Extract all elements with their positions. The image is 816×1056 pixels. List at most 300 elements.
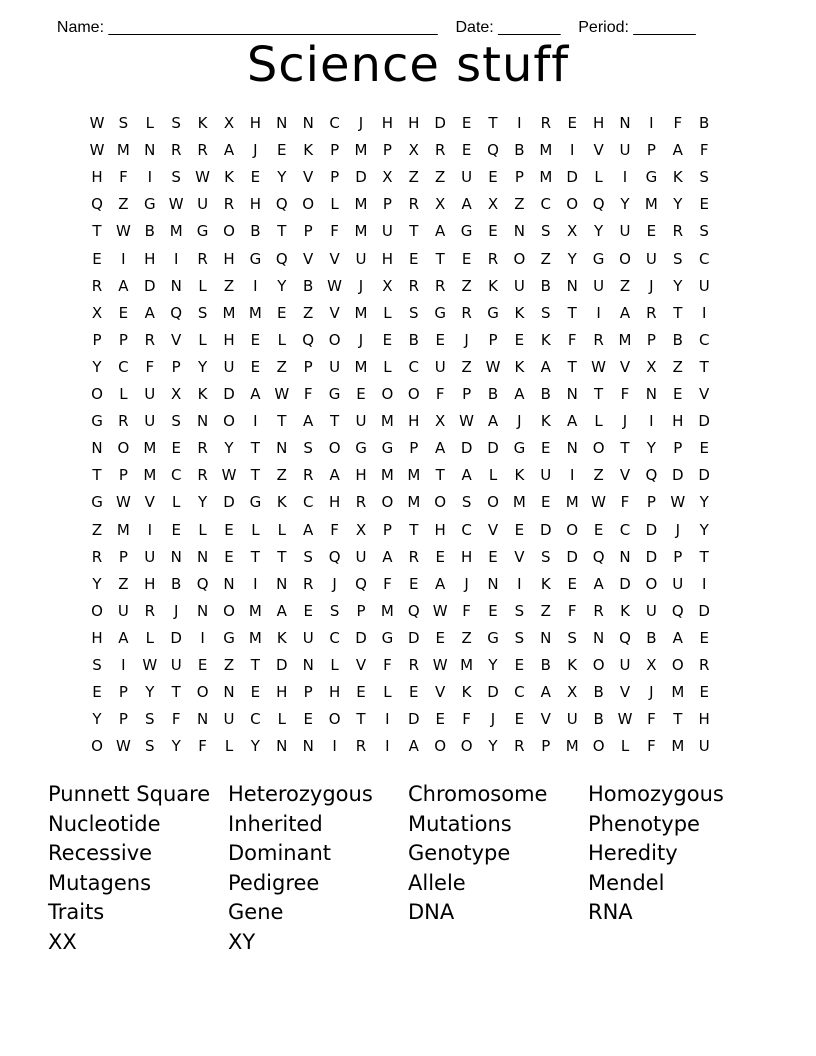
grid-letter: W (327, 276, 343, 295)
grid-letter: U (223, 357, 235, 376)
grid-letter: R (593, 330, 604, 349)
grid-letter: C (302, 493, 314, 512)
grid-letter: S (409, 303, 419, 322)
grid-letter: V (144, 493, 155, 512)
grid-letter: I (701, 303, 707, 322)
word-list-item: Inherited (228, 811, 323, 836)
grid-letter: U (223, 710, 235, 729)
grid-letter: U (355, 249, 367, 268)
grid-letter: E (382, 330, 393, 349)
grid-letter: W (274, 385, 290, 403)
grid-letter: Y (699, 493, 709, 512)
word-list-item: Recessive (48, 841, 153, 866)
grid-letter: E (699, 195, 709, 214)
grid-letter: C (250, 710, 261, 729)
grid-letter: E (303, 601, 313, 620)
grid-letter: A (435, 222, 446, 241)
grid-letter: P (303, 222, 313, 241)
grid-letter: Q (619, 628, 631, 647)
grid-letter: F (567, 601, 577, 620)
grid-letter: E (277, 303, 287, 322)
grid-letter: R (144, 330, 156, 349)
grid-letter: J (649, 683, 654, 702)
grid-letter: U (144, 547, 156, 566)
grid-letter: X (408, 141, 419, 160)
grid-letter: X (171, 385, 182, 403)
grid-letter: M (222, 303, 236, 322)
grid-letter: I (253, 412, 258, 431)
grid-letter: G (328, 385, 341, 403)
grid-letter: B (540, 276, 551, 295)
grid-row (85, 110, 737, 137)
grid-letter: F (435, 385, 445, 403)
grid-letter: C (118, 357, 129, 376)
grid-letter: P (118, 683, 128, 702)
grid-letter: E (250, 357, 261, 376)
grid-letter: A (540, 683, 551, 702)
grid-letter: B (487, 385, 499, 403)
grid-letter: D (698, 412, 710, 431)
grid-letter: M (380, 466, 394, 485)
grid-letter: I (701, 574, 707, 593)
grid-letter: U (355, 547, 367, 566)
grid-row (85, 625, 737, 652)
grid-letter: S (171, 114, 181, 132)
grid-letter: W (221, 466, 237, 485)
word-list-item: Heterozygous (228, 782, 373, 806)
grid-letter: A (567, 412, 578, 431)
grid-letter: E (567, 574, 577, 593)
grid-letter: C (170, 466, 182, 485)
grid-letter: R (646, 303, 657, 322)
grid-letter: S (461, 493, 472, 512)
grid-letter: M (460, 656, 474, 674)
grid-letter: D (487, 439, 499, 458)
word-list-row (48, 810, 768, 840)
grid-letter: P (646, 493, 656, 512)
grid-letter: M (539, 141, 553, 160)
grid-letter: N (566, 385, 578, 403)
grid-letter: F (145, 357, 155, 376)
grid-letter: Q (170, 303, 183, 322)
grid-letter: H (223, 249, 235, 268)
grid-letter: D (487, 683, 499, 702)
grid-letter: D (698, 601, 710, 620)
grid-letter: M (248, 601, 262, 620)
grid-letter: O (91, 737, 103, 756)
grid-letter: M (512, 493, 526, 512)
grid-letter: T (92, 466, 102, 485)
grid-letter: E (541, 493, 551, 512)
grid-letter: L (277, 330, 286, 349)
grid-letter: M (143, 439, 157, 458)
grid-letter: N (566, 276, 578, 295)
grid-letter: A (435, 439, 446, 458)
grid-letter: H (408, 412, 420, 431)
grid-letter: P (514, 168, 524, 187)
grid-letter: O (592, 737, 605, 756)
grid-row (85, 517, 737, 544)
word-list-item: Heredity (588, 841, 678, 866)
word-list-item: Pedigree (228, 870, 320, 895)
grid-letter: W (591, 493, 607, 512)
grid-letter: U (144, 412, 156, 431)
grid-letter: T (171, 683, 181, 702)
word-list-item: Genotype (408, 841, 511, 866)
grid-letter: L (198, 330, 207, 349)
grid-letter: U (381, 222, 393, 241)
grid-letter: V (619, 683, 631, 702)
grid-letter: K (540, 574, 551, 593)
grid-letter: O (381, 385, 394, 403)
grid-letter: T (488, 114, 498, 132)
grid-letter: B (593, 710, 604, 729)
grid-row (85, 246, 737, 273)
grid-letter: K (567, 656, 578, 674)
grid-letter: E (514, 656, 525, 674)
grid-letter: B (699, 114, 710, 132)
grid-letter: H (328, 493, 341, 512)
grid-letter: Z (276, 357, 287, 376)
word-list-item: Phenotype (588, 811, 700, 836)
grid-letter: E (250, 683, 261, 702)
grid-letter: Z (672, 357, 683, 376)
grid-letter: D (460, 439, 473, 458)
grid-letter: E (567, 114, 577, 132)
grid-letter: J (253, 141, 258, 160)
grid-letter: O (566, 195, 579, 214)
grid-letter: Y (145, 683, 155, 702)
grid-letter: Q (645, 466, 658, 485)
grid-letter: A (118, 628, 129, 647)
grid-letter: F (330, 520, 339, 539)
grid-letter: N (170, 547, 182, 566)
grid-letter: Y (646, 439, 656, 458)
grid-letter: S (303, 439, 313, 458)
word-list-item: Mutagens (48, 870, 152, 895)
grid-letter: M (354, 357, 368, 376)
grid-letter: L (145, 114, 154, 132)
grid-letter: E (461, 141, 472, 160)
grid-letter: D (645, 520, 658, 539)
grid-row (85, 408, 737, 435)
grid-letter: U (593, 276, 605, 295)
grid-letter: N (592, 628, 605, 647)
grid-letter: D (144, 276, 156, 295)
grid-letter: R (408, 195, 420, 214)
grid-letter: S (92, 656, 102, 674)
grid-letter: C (408, 357, 420, 376)
grid-letter: P (646, 330, 656, 349)
grid-letter: O (566, 520, 579, 539)
grid-letter: I (622, 168, 628, 187)
grid-letter: V (540, 710, 551, 729)
grid-letter: O (328, 439, 341, 458)
grid-letter: K (224, 168, 234, 187)
grid-letter: E (646, 222, 657, 241)
grid-letter: V (303, 249, 314, 268)
grid-letter: S (171, 168, 181, 187)
grid-letter: V (435, 683, 446, 702)
grid-letter: M (671, 683, 685, 702)
grid-letter: O (223, 222, 235, 241)
grid-letter: W (115, 493, 131, 512)
grid-letter: O (513, 249, 526, 268)
grid-letter: K (620, 601, 630, 620)
grid-letter: E (593, 520, 604, 539)
grid-letter: U (672, 574, 684, 593)
grid-letter: N (619, 114, 631, 132)
grid-letter: T (409, 222, 419, 241)
grid-letter: M (671, 737, 685, 756)
grid-letter: M (354, 303, 368, 322)
grid-letter: L (383, 357, 392, 376)
page-title: Science stuff (246, 37, 570, 93)
grid-letter: Y (92, 357, 102, 376)
grid-letter: A (276, 601, 287, 620)
grid-letter: G (91, 493, 103, 512)
grid-letter: W (168, 195, 184, 214)
grid-letter: Z (303, 303, 314, 322)
grid-letter: F (303, 385, 313, 403)
grid-letter: U (645, 601, 657, 620)
grid-letter: P (330, 141, 340, 160)
grid-letter: O (671, 656, 684, 674)
grid-letter: H (408, 114, 420, 132)
grid-letter: E (514, 520, 525, 539)
grid-letter: N (276, 737, 288, 756)
grid-letter: S (699, 222, 709, 241)
grid-letter: U (329, 357, 341, 376)
grid-letter: K (540, 330, 551, 349)
grid-letter: C (698, 249, 710, 268)
grid-letter: L (277, 710, 286, 729)
grid-letter: M (380, 412, 394, 431)
grid-letter: K (514, 357, 525, 376)
grid-letter: F (383, 574, 392, 593)
grid-letter: T (620, 439, 630, 458)
grid-letter: Z (461, 276, 472, 295)
grid-letter: E (171, 520, 181, 539)
grid-letter: R (540, 114, 552, 132)
grid-letter: D (408, 710, 420, 729)
grid-letter: H (328, 683, 341, 702)
grid-letter: M (354, 222, 368, 241)
grid-letter: N (196, 412, 209, 431)
grid-letter: P (118, 710, 128, 729)
grid-letter: Z (408, 168, 419, 187)
grid-letter: I (569, 141, 575, 160)
grid-letter: U (197, 195, 209, 214)
grid-letter: N (513, 222, 525, 241)
period-field-label: Period: _______ (578, 19, 696, 36)
grid-row (85, 381, 737, 408)
grid-letter: E (488, 168, 498, 187)
grid-letter: V (329, 303, 340, 322)
grid-letter: S (541, 222, 551, 241)
grid-letter: G (355, 439, 367, 458)
grid-letter: L (383, 683, 392, 702)
grid-letter: N (302, 737, 314, 756)
grid-letter: K (514, 303, 525, 322)
grid-letter: U (698, 737, 710, 756)
grid-letter: X (646, 357, 657, 376)
grid-letter: D (434, 114, 446, 132)
grid-row (85, 273, 737, 300)
grid-letter: W (89, 114, 105, 132)
grid-letter: P (330, 168, 340, 187)
grid-letter: E (356, 683, 366, 702)
grid-letter: W (89, 141, 105, 160)
grid-letter: Y (198, 357, 208, 376)
grid-letter: E (409, 574, 419, 593)
grid-letter: S (541, 303, 551, 322)
grid-letter: G (434, 303, 446, 322)
grid-letter: N (196, 547, 209, 566)
grid-letter: W (617, 710, 633, 729)
grid-letter: B (646, 628, 657, 647)
grid-letter: Q (407, 601, 420, 620)
grid-letter: K (303, 141, 314, 160)
grid-letter: M (248, 628, 262, 647)
grid-letter: E (224, 547, 234, 566)
grid-letter: Q (328, 547, 341, 566)
grid-letter: Y (673, 276, 683, 295)
grid-letter: B (514, 141, 525, 160)
grid-letter: P (382, 195, 392, 214)
grid-letter: K (461, 683, 472, 702)
grid-letter: G (196, 222, 209, 241)
grid-letter: N (619, 547, 631, 566)
grid-letter: T (92, 222, 102, 241)
grid-letter: B (303, 276, 314, 295)
word-list (48, 780, 768, 958)
grid-letter: M (407, 466, 421, 485)
grid-letter: O (91, 601, 103, 620)
grid-row (85, 679, 737, 706)
grid-letter: V (329, 249, 340, 268)
grid-letter: L (251, 520, 260, 539)
grid-letter: Q (196, 574, 209, 593)
grid-letter: E (197, 656, 208, 674)
grid-letter: M (143, 466, 157, 485)
grid-letter: Q (592, 195, 605, 214)
grid-letter: G (645, 168, 658, 187)
grid-letter: G (249, 493, 262, 512)
grid-letter: K (672, 168, 683, 187)
grid-letter: Q (302, 330, 315, 349)
grid-letter: T (673, 710, 683, 729)
grid-letter: B (593, 683, 604, 702)
grid-letter: V (593, 141, 604, 160)
grid-letter: R (698, 656, 710, 674)
grid-letter: A (593, 574, 604, 593)
grid-letter: P (646, 141, 656, 160)
grid-letter: R (144, 601, 156, 620)
grid-letter: V (487, 520, 499, 539)
word-search-grid (85, 110, 737, 760)
grid-letter: B (144, 222, 155, 241)
word-list-item: Chromosome (408, 782, 548, 806)
grid-letter: F (330, 222, 339, 241)
grid-letter: M (248, 303, 262, 322)
grid-letter: P (118, 466, 128, 485)
grid-letter: Y (224, 439, 234, 458)
grid-letter: L (383, 303, 392, 322)
grid-letter: H (434, 520, 446, 539)
grid-row (85, 571, 737, 598)
word-list-item: Dominant (228, 841, 332, 866)
grid-letter: C (461, 520, 472, 539)
grid-letter: A (672, 141, 683, 160)
grid-letter: E (118, 303, 129, 322)
grid-letter: Z (461, 628, 472, 647)
grid-letter: D (566, 547, 578, 566)
grid-letter: O (223, 412, 235, 431)
grid-letter: Z (91, 520, 103, 539)
grid-letter: N (276, 574, 288, 593)
grid-letter: G (249, 249, 262, 268)
grid-letter: R (514, 737, 525, 756)
grid-letter: P (488, 330, 498, 349)
grid-row (85, 733, 737, 760)
grid-letter: N (223, 574, 235, 593)
grid-letter: Z (461, 357, 472, 376)
word-list-item: Traits (48, 900, 105, 925)
grid-letter: N (540, 628, 552, 647)
grid-letter: O (592, 439, 605, 458)
grid-letter: X (567, 683, 578, 702)
grid-letter: L (620, 737, 630, 756)
grid-letter: O (196, 683, 209, 702)
grid-letter: A (408, 737, 419, 756)
grid-letter: G (91, 412, 103, 431)
grid-letter: R (197, 466, 208, 485)
grid-letter: X (435, 195, 446, 214)
grid-letter: R (487, 249, 499, 268)
grid-letter: T (356, 710, 366, 729)
grid-letter: I (253, 574, 258, 593)
grid-letter: Y (488, 737, 498, 756)
word-list-item: DNA (408, 900, 455, 925)
grid-letter: U (144, 385, 156, 403)
grid-letter: V (699, 385, 710, 403)
grid-letter: R (434, 276, 446, 295)
grid-letter: T (435, 249, 445, 268)
grid-letter: B (540, 656, 551, 674)
grid-letter: F (462, 601, 471, 620)
grid-letter: P (303, 357, 313, 376)
grid-letter: Y (673, 195, 683, 214)
grid-letter: R (408, 276, 420, 295)
grid-letter: K (540, 412, 551, 431)
grid-letter: L (172, 493, 181, 512)
grid-letter: W (432, 601, 448, 620)
grid-letter: F (647, 737, 656, 756)
word-list-row (48, 928, 768, 958)
grid-letter: H (460, 547, 473, 566)
grid-letter: D (223, 385, 235, 403)
word-list-row (48, 898, 768, 928)
grid-letter: L (145, 628, 154, 647)
grid-letter: M (539, 168, 553, 187)
grid-letter: P (382, 141, 392, 160)
grid-letter: V (355, 656, 367, 674)
grid-letter: U (434, 357, 446, 376)
grid-letter: F (119, 168, 128, 187)
grid-row (85, 598, 737, 625)
grid-letter: R (302, 466, 314, 485)
